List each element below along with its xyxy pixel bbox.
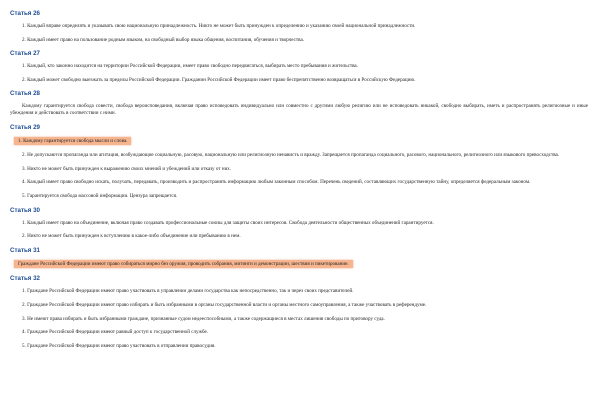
paragraph: 2. Не допускаются пропаганда или агитация, возбуждающие социальную, расовую, национальную или религиозную ненависть и вражду. Запрещается пропаганда социального, расового, национального, религиозного или языкового превосходства. <box>22 152 560 159</box>
article-title: Статья 26 <box>10 10 40 17</box>
article-28 <box>10 90 588 116</box>
paragraph: 2. Граждане Российской Федерации имеют право избирать и быть избранными в органы государственной власти и органы местного самоуправления, а также участвовать в референдуме. <box>22 301 427 308</box>
article-29 <box>10 124 588 200</box>
paragraph: 5. Граждане Российской Федерации имеют право участвовать в отправлении правосудия. <box>22 342 216 349</box>
article-31 <box>10 247 588 269</box>
article-title: Статья 30 <box>10 206 40 214</box>
paragraph: 5. Гарантируется свобода массовой информации. Цензура запрещается. <box>22 192 178 199</box>
article-32 <box>10 275 588 349</box>
paragraph: 1. Каждый вправе определять и указывать свою национальную принадлежность. Никто не может быть принужден к определению и указанию своей национальной принадлежности. <box>22 23 416 29</box>
article-title: Статья 28 <box>10 90 40 98</box>
highlighted-paragraph <box>18 137 588 146</box>
paragraph: Каждому гарантируется свобода совести, свобода вероисповедания, включая право исповедовать индивидуально или совместно с другими любую религию или не исповедовать никакой, свободно выбирать, иметь и распространять религиозные и иные убеждения и действовать в соответствии с ними. <box>10 103 588 116</box>
paragraph: 3. Никто не может быть принужден к выражению своих мнений и убеждений или отказу от них. <box>22 165 232 172</box>
article-title: Статья 27 <box>10 50 40 58</box>
paragraph: 1. Граждане Российской Федерации имеют право участвовать в управлении делами государства как непосредственно, так и через своих представителей. <box>22 288 354 295</box>
paragraph: 2. Каждый может свободно выезжать за пределы Российской Федерации. Гражданин Российской Федерации имеет право беспрепятственно возвращаться в Российскую Федерацию. <box>22 76 416 83</box>
article-26 <box>10 10 588 43</box>
paragraph: 1. Каждый, кто законно находится на территории Российской Федерации, имеет право свободно передвигаться, выбирать место пребывания и жительства. <box>22 63 358 70</box>
paragraph: 4. Каждый имеет право свободно искать, получать, передавать, производить и распространять информацию любым законным способом. Перечень сведений, составляющих государственную тайну, определяется федеральным законом. <box>22 179 531 186</box>
article-30 <box>10 207 588 240</box>
text-highlight: 1. Каждому гарантируется свобода мысли и слова. <box>14 137 131 146</box>
paragraph: 4. Граждане Российской Федерации имеют равный доступ к государственной службе. <box>22 329 209 336</box>
paragraph: 3. Не имеют права избирать и быть избранными граждане, признанные судом недееспособными, а также содержащиеся в местах лишения свободы по приговору суда. <box>22 315 385 322</box>
text-highlight: Граждане Российской Федерации имеют право собираться мирно без оружия, проводить собрания, митинги и демонстрации, шествия и пикетирование. <box>14 260 353 269</box>
paragraph: 1. Каждый имеет право на объединение, включая право создавать профессиональные союзы для защиты своих интересов. Свобода деятельности общественных объединений гарантируется. <box>22 219 434 226</box>
article-title: Статья 32 <box>10 275 40 283</box>
article-title: Статья 31 <box>10 246 40 254</box>
highlighted-paragraph <box>18 260 588 269</box>
article-title: Статья 29 <box>10 123 40 131</box>
article-27 <box>10 50 588 83</box>
paragraph: 2. Каждый имеет право на пользование родным языком, на свободный выбор языка общения, воспитания, обучения и творчества. <box>22 36 304 43</box>
paragraph: 2. Никто не может быть принужден к вступлению в какое-либо объединение или пребыванию в нем. <box>22 233 241 240</box>
